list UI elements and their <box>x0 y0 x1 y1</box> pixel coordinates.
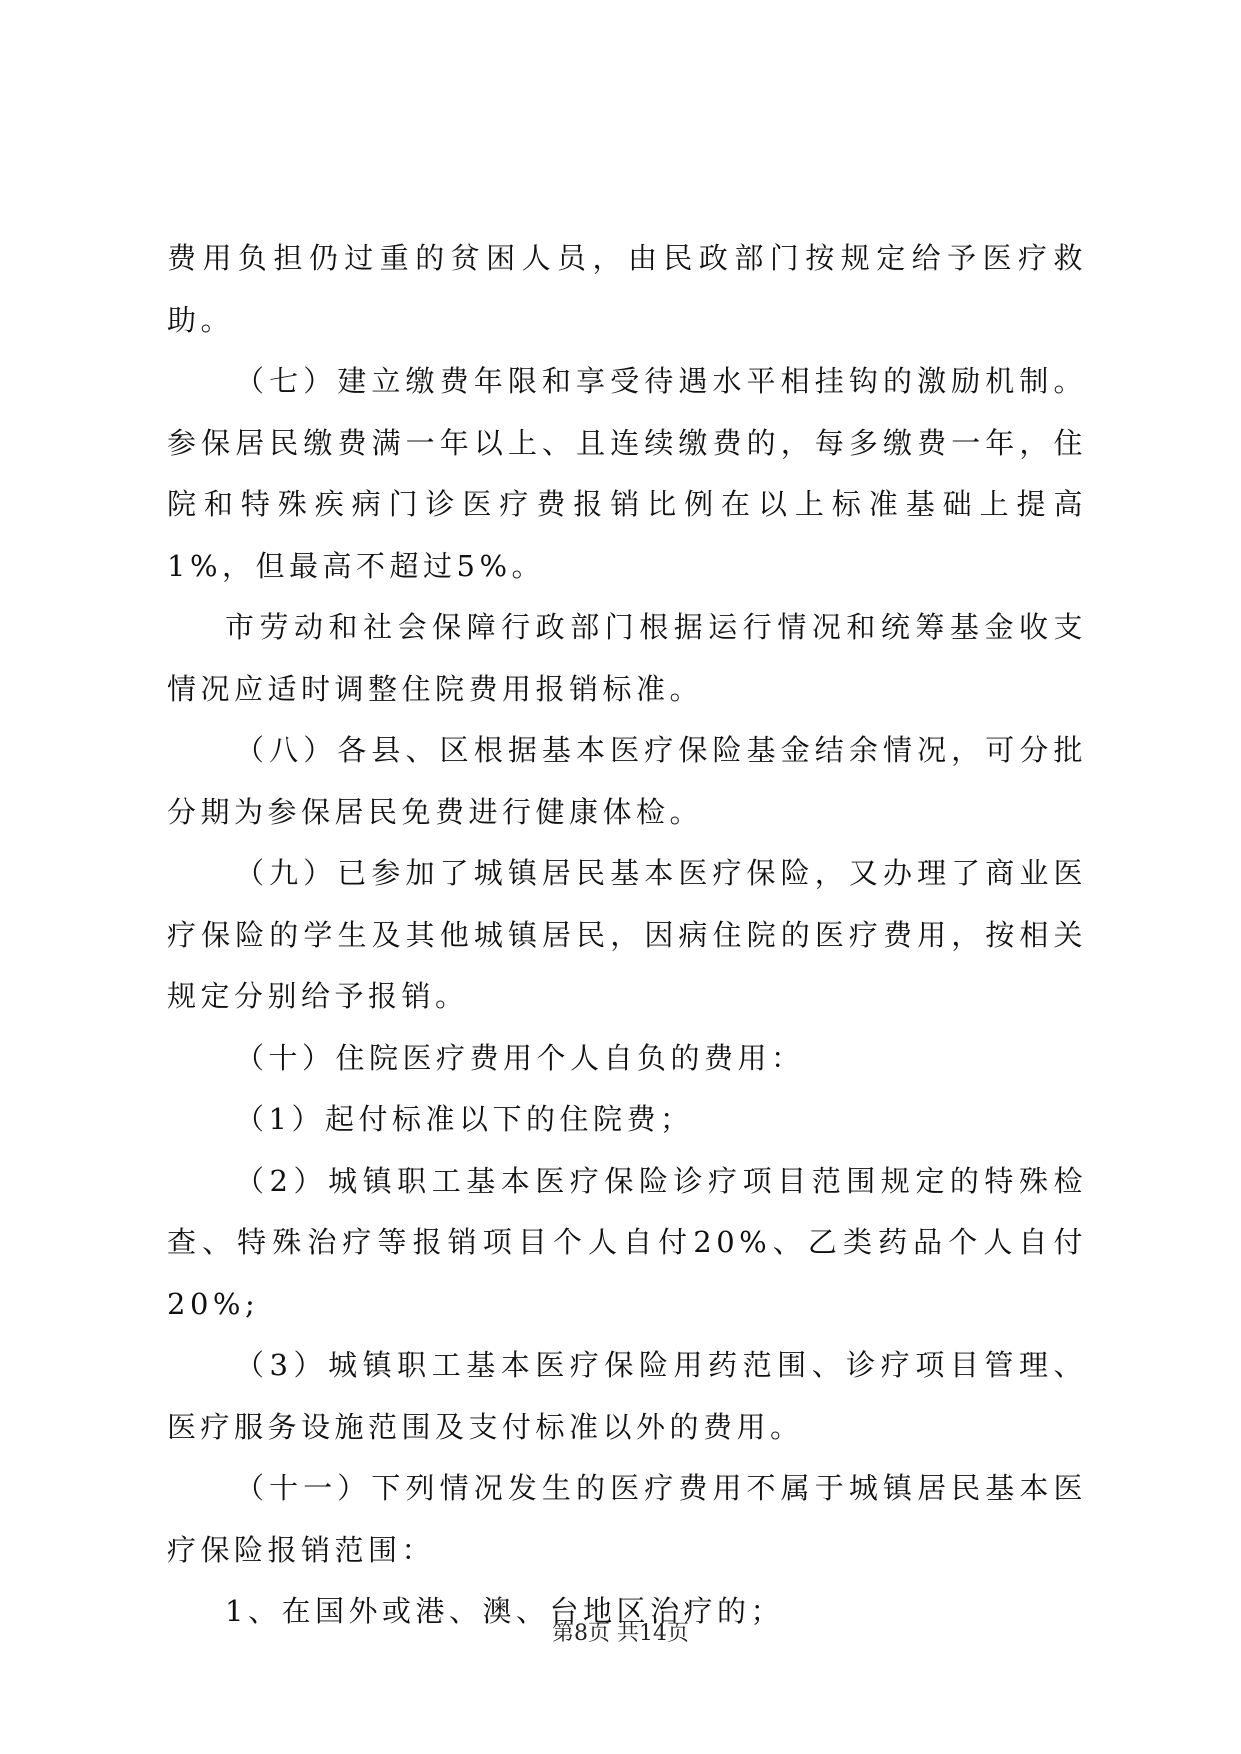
paragraph: （1）起付标准以下的住院费； <box>235 1102 694 1136</box>
paragraph: （3）城镇职工基本医疗保险用药范围、诊疗项目管理、医疗服务设施范围及支付标准以外的费用。 <box>167 1348 1087 1444</box>
paragraph: （十一）下列情况发生的医疗费用不属于城镇居民基本医疗保险报销范围： <box>167 1471 1087 1567</box>
paragraph: 市劳动和社会保障行政部门根据运行情况和统筹基金收支情况应适时调整住院费用报销标准。 <box>167 610 1087 706</box>
paragraph: 费用负担仍过重的贫困人员，由民政部门按规定给予医疗救助。 <box>167 241 1087 337</box>
paragraph: （十）住院医疗费用个人自负的费用： <box>235 1040 805 1075</box>
paragraph: 1、在国外或港、澳、台地区治疗的； <box>225 1594 784 1628</box>
paragraph: （八）各县、区根据基本医疗保险基金结余情况，可分批分期为参保居民免费进行健康体检。 <box>167 733 1087 829</box>
paragraph: （九）已参加了城镇居民基本医疗保险，又办理了商业医疗保险的学生及其他城镇居民，因病住院的医疗费用，按相关规定分别给予报销。 <box>167 856 1087 1013</box>
page-number-footer: 第8页 共14页 <box>552 1621 689 1646</box>
paragraph: （2）城镇职工基本医疗保险诊疗项目范围规定的特殊检查、特殊治疗等报销项目个人自付20%、乙类药品个人自付20%; <box>167 1163 1087 1321</box>
document-body <box>167 228 1087 1643</box>
paragraph: （七）建立缴费年限和享受待遇水平相挂钩的激励机制。参保居民缴费满一年以上、且连续缴费的，每多缴费一年，住院和特殊疾病门诊医疗费报销比例在以上标准基础上提高1%，但最高不超过5%。 <box>167 364 1087 583</box>
